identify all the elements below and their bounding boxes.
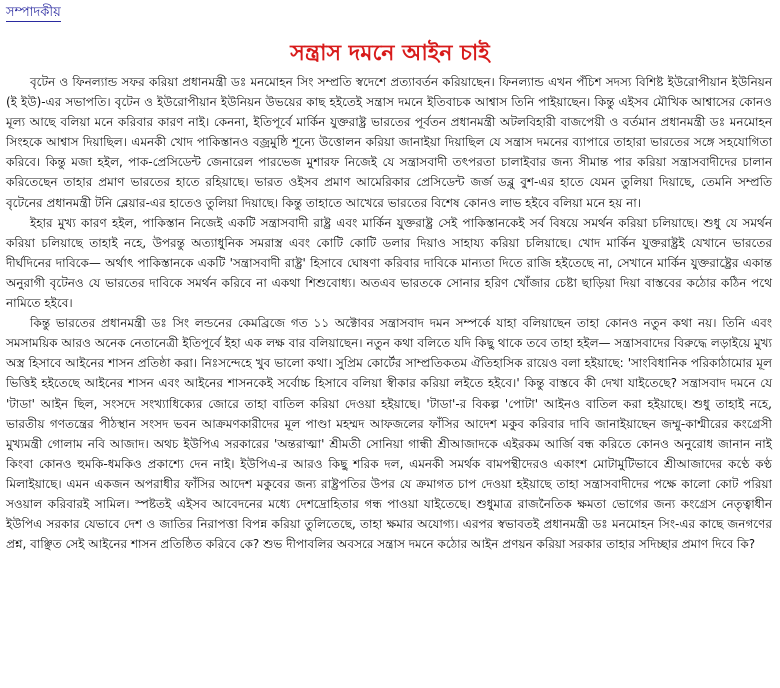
paragraph-1: বৃটেন ও ফিনল্যান্ড সফর করিয়া প্রধানমন্ত্রী ডঃ মনমোহন সিং সম্প্রতি স্বদেশে প্রত্যাবর্তন করিয়াছেন। ফিনল্যান্ড এখন পঁচিশ সদস্য বিশিষ্ট ইউরোপীয়ান ইউনিয়ন (ই ইউ)-এর সভাপতি। বৃটেন ও ইউরোপীয়ান ইউনিয়ন উভয়ের কাছ হইতেই সন্ত্রাস দমনে ইতিবাচক আশ্বাস তিনি পাইয়াছেন। কিন্তু এইসব মৌখিক আশ্বাসের কোনও মূল্য আছে বলিয়া মনে করিবার কারণ নাই। কেননা, ইতিপূর্বে মার্কিন যুক্তরাষ্ট্র ভারতের পূর্বতন প্রধানমন্ত্রী অটলবিহারী বাজপেয়ী ও বর্তমান প্রধানমন্ত্রী ডঃ মনমোহন সিংহকে আশ্বাস দিয়াছিল। এমনকী খোদ পাকিস্তানও বজ্রমুষ্ঠি শূন্যে উত্তোলন করিয়া জানাইয়া দিয়াছিল যে সন্ত্রাস দমনের ব্যাপারে তাহারা ভারতের সঙ্গে সহযোগিতা করিবে। কিন্তু মজা হইল, পাক-প্রেসিডেন্ট জেনারেল পারভেজ মুশারফ নিজেই যে সন্ত্রাসবাদী তৎপরতা চালাইবার জন্য সীমান্ত পার করিয়া সন্ত্রাসবাদীদের চালান করিতেছেন তাহার প্রমাণ ভারতের হাতে রহিয়াছে। ভারত ওইসব প্রমাণ আমেরিকার প্রেসিডেন্ট জর্জ ডব্লু বুশ-এর হাতে যেমন তুলিয়া দিয়াছে, তেমনি সম্প্রতি বৃটেনের প্রধানমন্ত্রী টনি ব্লেয়ার-এর হাতেও তুলিয়া দিয়াছে। কিন্তু তাহাতে আখেরে ভারতের বিশেষ কোনও লাভ হইবে বলিয়া মনে হয় না। bbox=[6, 75, 772, 210]
editorial-headline: সন্ত্রাস দমনে আইন চাই bbox=[290, 41, 490, 66]
paragraph-3: কিন্তু ভারতের প্রধানমন্ত্রী ডঃ সিং লন্ডনের কেমব্রিজে গত ১১ অক্টোবর সন্ত্রাসবাদ দমন সম্পর্কে যাহা বলিয়াছেন তাহা কোনও নতুন কথা নয়। তিনি এবং সমসাময়িক আরও অনেক নেতানেত্রী ইতিপূর্বে ইহা এক লক্ষ বার বলিয়াছেন। নতুন কথা বলিতে যদি কিছু থাকে তবে তাহা হইল— সন্ত্রাসবাদের বিরুদ্ধে লড়াইয়ে মুখ্য অস্ত্র হিসাবে আইনের শাসন প্রতিষ্ঠা করা। নিঃসন্দেহে খুব ভালো কথা। সুপ্রিম কোর্টের সাম্প্রতিকতম ঐতিহাসিক রায়েও বলা হইয়াছে: 'সাংবিধানিক পরিকাঠামোর মূল ভিত্তিই হইতেছে আইনের শাসন এবং আইনের শাসনকেই সর্বোচ্চ হিসাবে বলিয়া স্বীকার করিয়া লইতে হইবে।' কিন্তু বাস্তবে কী দেখা যাইতেছে? সন্ত্রাসবাদ দমনে যে 'টাডা' আইন ছিল, সংসদে সংখ্যাধিক্যের জোরে তাহা বাতিল করিয়া দেওয়া হইয়াছে। 'টাডা'-র বিকল্প 'পোটা' আইনও বাতিল করা হইয়াছে। শুধু তাহাই নহে, ভারতীয় গণতন্ত্রের পীঠস্থান সংসদ ভবন আক্রমণকারীদের মূল পাণ্ডা মহম্মদ আফজলের ফাঁসির আদেশ মকুব করিবার দাবি জানাইয়াছেন জম্মু-কাশ্মীরের কংগ্রেসী মুখ্যমন্ত্রী গোলাম নবি আজাদ। অথচ ইউপিএ সরকারের 'অন্তরাত্মা' শ্রীমতী সোনিয়া গান্ধী শ্রীআজাদকে এইরকম আর্জি বন্ধ করিতে কোনও অনুরোধ জানান নাই কিংবা কোনও হুমকি-ধমকিও প্রকাশ্যে দেন নাই। ইউপিএ-র আরও কিছু শরিক দল, এমনকী সমর্থক বামপন্থীদেরও একাংশ মোটামুটিভাবে শ্রীআজাদের কণ্ঠে কণ্ঠ মিলাইয়াছে। এমন একজন অপরাধীর ফাঁসির আদেশ মকুবের জন্য রাষ্ট্রপতির উপর যে ক্রমাগত চাপ দেওয়া হইয়াছে তাহা সন্ত্রাসবাদীদের পক্ষে কালো কোট পরিয়া সওয়াল করিবারই সামিল। স্পষ্টতই এইসব আবেদনের মধ্যে দেশদ্রোহিতার গন্ধ পাওয়া যাইতেছে। শুধুমাত্র রাজনৈতিক ক্ষমতা ভোগের জন্য কংগ্রেস নেতৃত্বাধীন ইউপিএ সরকার যেভাবে দেশ ও জাতির নিরাপত্তা বিপন্ন করিয়া তুলিতেছে, তাহা ক্ষমার অযোগ্য। এরপর স্বভাবতই প্রধানমন্ত্রী ডঃ মনমোহন সিং-এর কাছে জনগণের প্রশ্ন, বাঞ্ছিত সেই আইনের শাসন প্রতিষ্ঠিত করিবে কে? শুভ দীপাবলির অবসরে সন্ত্রাস দমনে কঠোর আইন প্রণয়ন করিয়া সরকার তাহার সদিচ্ছার প্রমাণ দিবে কি? bbox=[6, 316, 773, 552]
paragraph-2: ইহার মুখ্য কারণ হইল, পাকিস্তান নিজেই একটি সন্ত্রাসবাদী রাষ্ট্র এবং মার্কিন যুক্তরাষ্ট্র সেই পাকিস্তানকেই সর্ব বিষয়ে সমর্থন করিয়া চলিয়াছে। শুধু যে সমর্থন করিয়া চলিয়াছে তাহাই নহে, উপরন্তু অত্যাধুনিক সমরাস্ত্র এবং কোটি কোটি ডলার দিয়াও সাহায্য করিয়া চলিয়াছে। খোদ মার্কিন যুক্তরাষ্ট্রই যেখানে ভারতের দীর্ঘদিনের দাবিকে— অর্থাৎ পাকিস্তানকে একটি 'সন্ত্রাসবাদী রাষ্ট্র' হিসাবে ঘোষণা করিবার দাবিকে মান্যতা দিতে রাজি হইতেছে না, সেখানে মার্কিন যুক্তরাষ্ট্রের একান্ত অনুরাগী বৃটেনও যে ভারতের দাবিকে সমর্থন করিবে না একথা শিশুবোধ্য। অতএব ভারতকে সোনার হরিণ খোঁজার চেষ্টা ছাড়িয়া দিয়া বাস্তবের কঠোর কঠিন পথে নামিতে হইবে। bbox=[6, 215, 772, 311]
section-label: সম্পাদকীয় bbox=[6, 5, 61, 20]
editorial-body bbox=[6, 72, 772, 554]
